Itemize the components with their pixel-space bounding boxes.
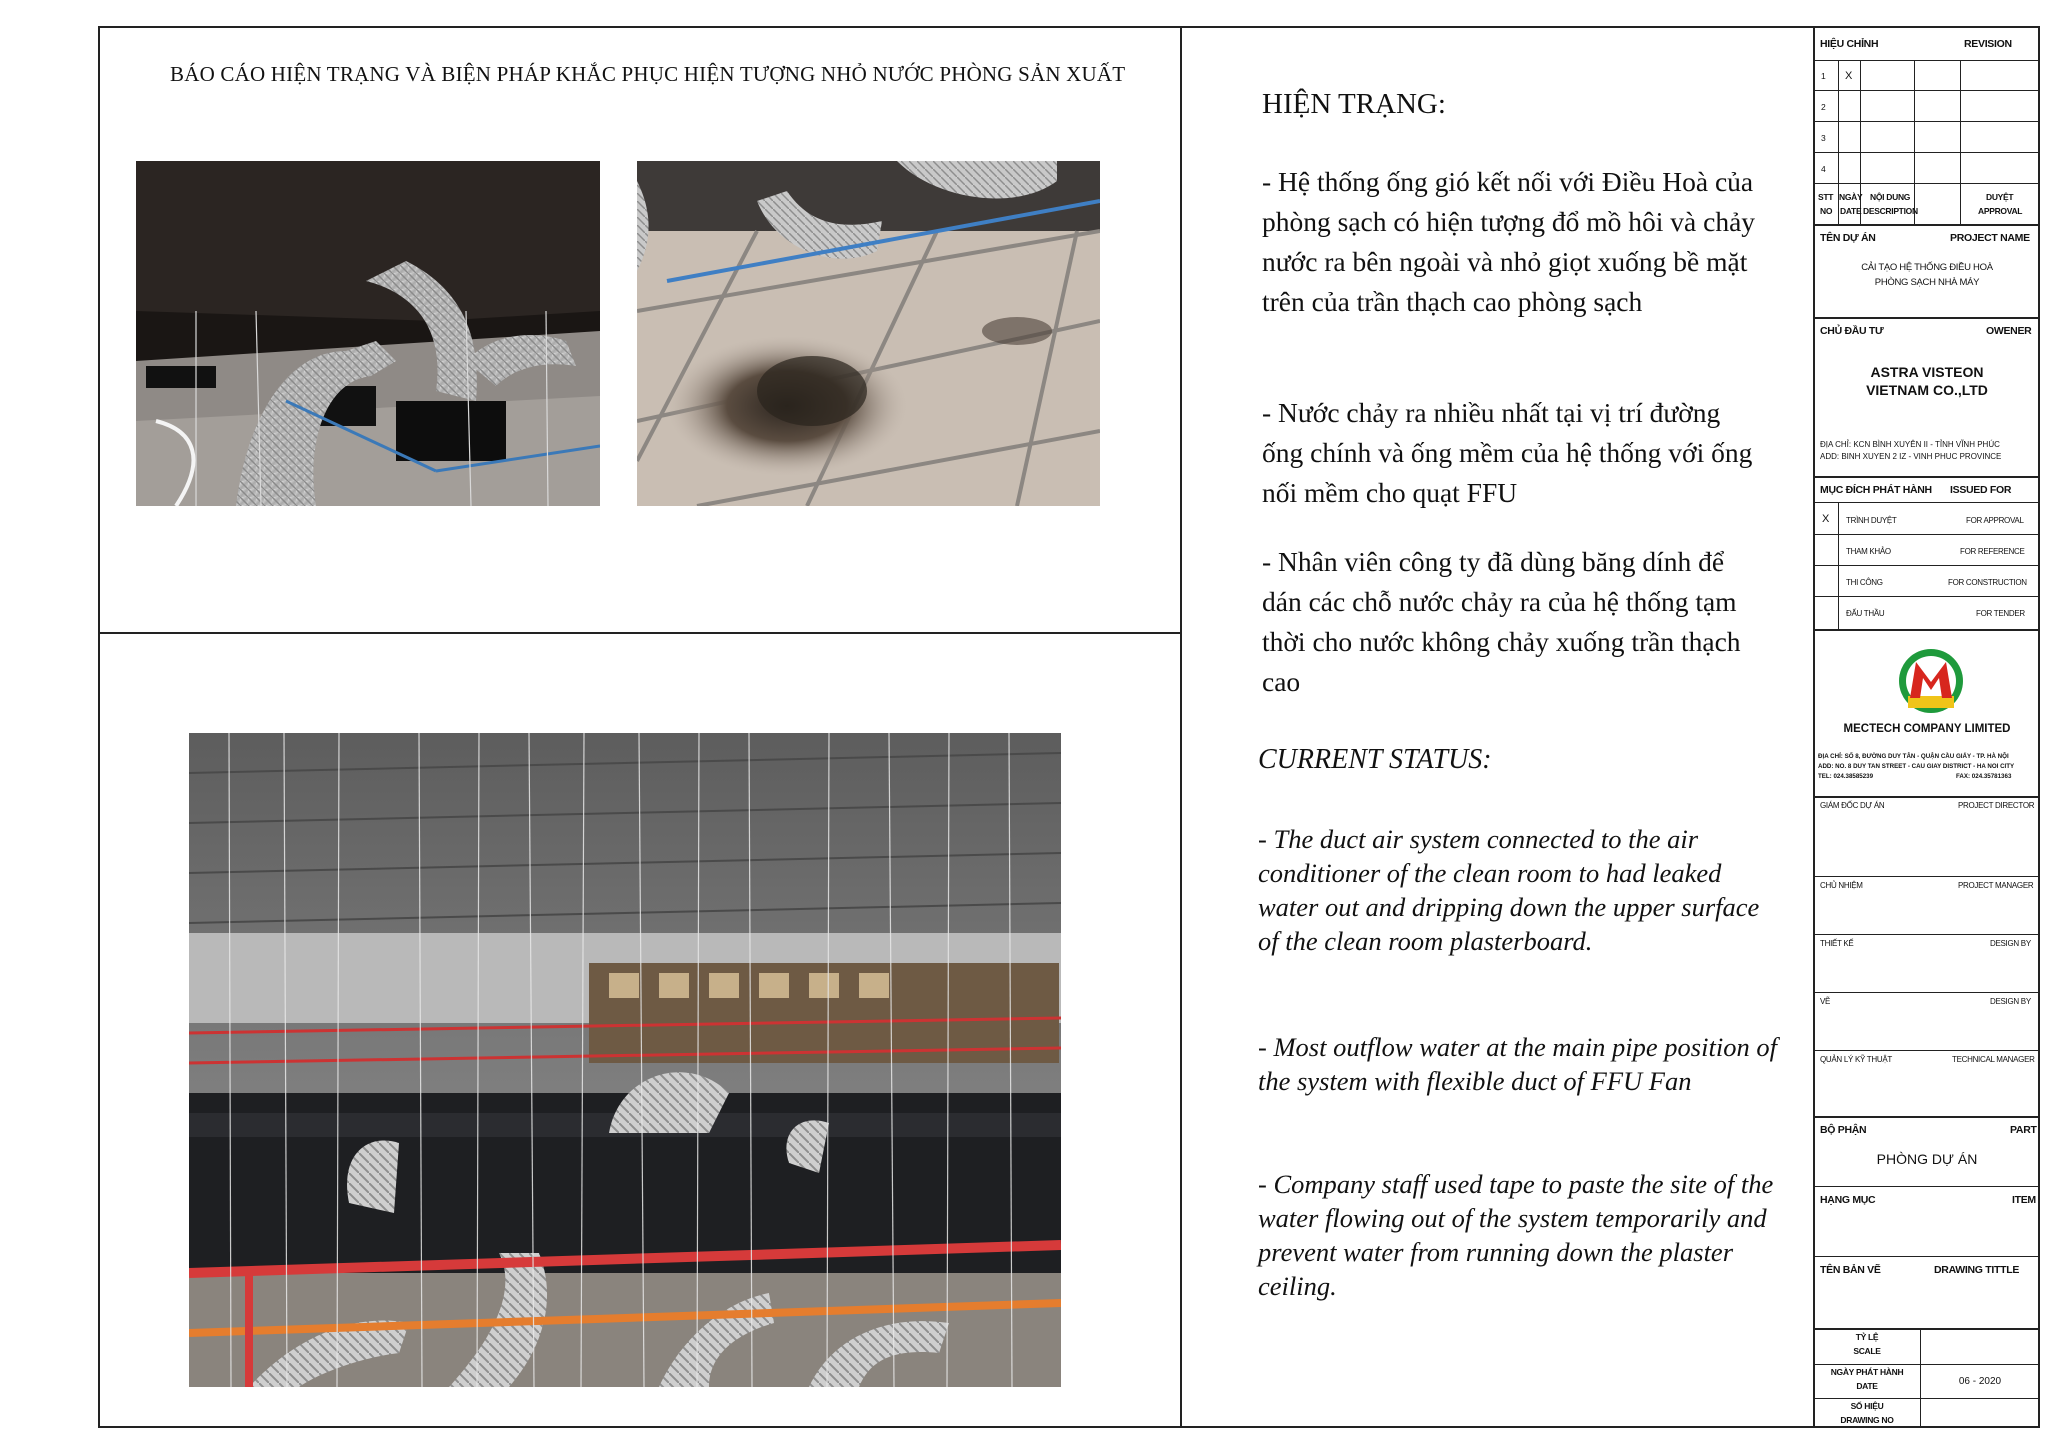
role-5-en: TECHNICAL MANAGER [1952,1055,2035,1064]
mectech-logo [1896,646,1966,716]
en-status-heading: CURRENT STATUS: [1258,744,1492,775]
scale-label-vn: TỶ LỆ [1855,1332,1879,1342]
role-1-vn: GIÁM ĐỐC DỰ ÁN [1820,801,1885,810]
drawing-no-label-vn: SỐ HIỆU [1850,1401,1884,1411]
vn-paragraph-1: - Hệ thống ống gió kết nối với Điều Hoà của phòng sạch có hiện tượng đổ mồ hôi và chảy nước ra bên ngoài và nhỏ giọt xuống bề mặt trên của trần thạch cao phòng sạch [1262,166,1756,317]
vn-paragraph-2: - Nước chảy ra nhiều nhất tại vị trí đường ống chính và ống mềm của hệ thống với ống nối mềm cho quạt FFU [1262,397,1753,508]
date-label-en: DATE [1856,1381,1878,1391]
date-value: 06 - 2020 [1958,1376,2002,1387]
title-block [1814,26,2040,1428]
role-2-en: PROJECT MANAGER [1958,881,2034,890]
part-value: PHÒNG DỰ ÁN [1876,1151,1978,1167]
rev-col-date: DATE [1840,206,1862,216]
rev-col-approval: APPROVAL [1978,206,2023,216]
vn-paragraph-3: - Nhân viên công ty đã dùng băng dính để dán các chỗ nước chảy ra của hệ thống tạm thời cho nước không chảy xuống trần thạch cao [1262,546,1741,697]
drawing-title-label-en: DRAWING TITTLE [1934,1264,2020,1276]
issue-row-2-en: FOR REFERENCE [1960,547,2025,556]
owner-address-en: ADD: BINH XUYEN 2 IZ - VINH PHUC PROVINCE [1820,452,2002,461]
rev-col-ngay: NGÀY [1839,192,1863,202]
role-2-vn: CHỦ NHIỆM [1820,881,1863,890]
en-paragraph-2: - Most outflow water at the main pipe position of the system with flexible duct of FFU Fan [1258,1032,1777,1096]
issue-row-4-en: FOR TENDER [1976,609,2025,618]
part-label-vn: BỘ PHẬN [1820,1124,1867,1136]
company-address-vn: ĐỊA CHỈ: SỐ 8, ĐƯỜNG DUY TÂN - QUẬN CẦU GIẤY - TP. HÀ NỘI [1818,753,2009,760]
revision-row-2: 2 [1821,102,1826,112]
company-address-en: ADD: NO. 8 DUY TAN STREET - CAU GIAY DISTRICT - HA NOI CITY [1818,763,2015,770]
scale-label-en: SCALE [1853,1346,1881,1356]
issue-row-4-vn: ĐẤU THẦU [1846,609,1885,618]
revision-label-en: REVISION [1964,38,2012,50]
revision-row-1-mark: X [1845,70,1853,82]
company-name: MECTECH COMPANY LIMITED [1843,723,2011,735]
issue-row-3-vn: THI CÔNG [1846,578,1883,587]
role-3-vn: THIẾT KẾ [1820,939,1854,948]
photo-ductwork-overview [189,733,1061,1387]
issue-row-3-en: FOR CONSTRUCTION [1948,578,2027,587]
owner-label-vn: CHỦ ĐẦU TƯ [1820,325,1884,337]
role-4-en: DESIGN BY [1990,997,2031,1006]
company-fax: FAX: 024.35781363 [1956,773,2012,780]
issue-label-vn: MỤC ĐÍCH PHÁT HÀNH [1820,484,1932,496]
issue-row-1-en: FOR APPROVAL [1966,516,2024,525]
main-divider [1180,26,1182,1428]
role-1-en: PROJECT DIRECTOR [1958,801,2035,810]
photo-ceiling-stain [637,161,1100,506]
project-name-line-2: PHÒNG SẠCH NHÀ MÁY [1874,277,1980,288]
revision-label-vn: HIỆU CHỈNH [1820,38,1879,50]
left-panel-divider [98,632,1181,634]
project-label-en: PROJECT NAME [1950,232,2030,244]
photo-duct-system [136,161,600,506]
owner-name-line-1: ASTRA VISTEON [1870,364,1984,380]
issue-row-1-mark: X [1822,513,1830,525]
en-paragraph-3: - Company staff used tape to paste the site of the water flowing out of the system temporarily and prevent water from running down the plaster ceiling. [1258,1169,1774,1301]
issue-row-1-vn: TRÌNH DUYỆT [1846,516,1897,525]
company-tel: TEL: 024.38585239 [1818,773,1874,780]
revision-row-4: 4 [1821,164,1826,174]
vn-status-heading: HIỆN TRẠNG: [1262,88,1446,120]
rev-col-description: DESCRIPTION [1863,206,1918,216]
rev-col-duyet: DUYỆT [1986,192,2014,202]
role-3-en: DESIGN BY [1990,939,2031,948]
rev-col-no: NO [1820,206,1833,216]
item-label-en: ITEM [2012,1194,2036,1206]
item-label-vn: HẠNG MỤC [1820,1194,1876,1206]
date-label-vn: NGÀY PHÁT HÀNH [1830,1367,1904,1377]
rev-col-stt: STT [1818,192,1834,202]
revision-row-1: 1 [1821,71,1826,81]
project-label-vn: TÊN DỰ ÁN [1820,232,1876,244]
issue-label-en: ISSUED FOR [1950,484,2012,496]
drawing-title-label-vn: TÊN BẢN VẼ [1820,1264,1881,1276]
drawing-no-label-en: DRAWING NO [1840,1415,1894,1425]
owner-name-line-2: VIETNAM CO.,LTD [1866,382,1988,398]
owner-address-vn: ĐỊA CHỈ: KCN BÌNH XUYÊN II - TỈNH VĨNH PHÚC [1820,440,2000,449]
rev-col-noidung: NỘI DUNG [1870,192,1911,202]
en-paragraph-1: - The duct air system connected to the air conditioner of the clean room to had leaked water out and dripping down the upper surface of the clean room plasterboard. [1258,824,1760,956]
owner-label-en: OWENER [1986,325,2032,337]
role-4-vn: VẼ [1820,997,1831,1006]
report-title: BÁO CÁO HIỆN TRẠNG VÀ BIỆN PHÁP KHẮC PHỤC HIỆN TƯỢNG NHỎ NƯỚC PHÒNG SẢN XUẤT [170,62,1126,86]
part-label-en: PART [2010,1124,2037,1136]
revision-row-3: 3 [1821,133,1826,143]
role-5-vn: QUẢN LÝ KỸ THUẬT [1820,1055,1892,1064]
issue-row-2-vn: THAM KHẢO [1846,547,1891,556]
project-name-line-1: CẢI TẠO HỆ THỐNG ĐIỀU HOÀ [1861,262,1993,273]
